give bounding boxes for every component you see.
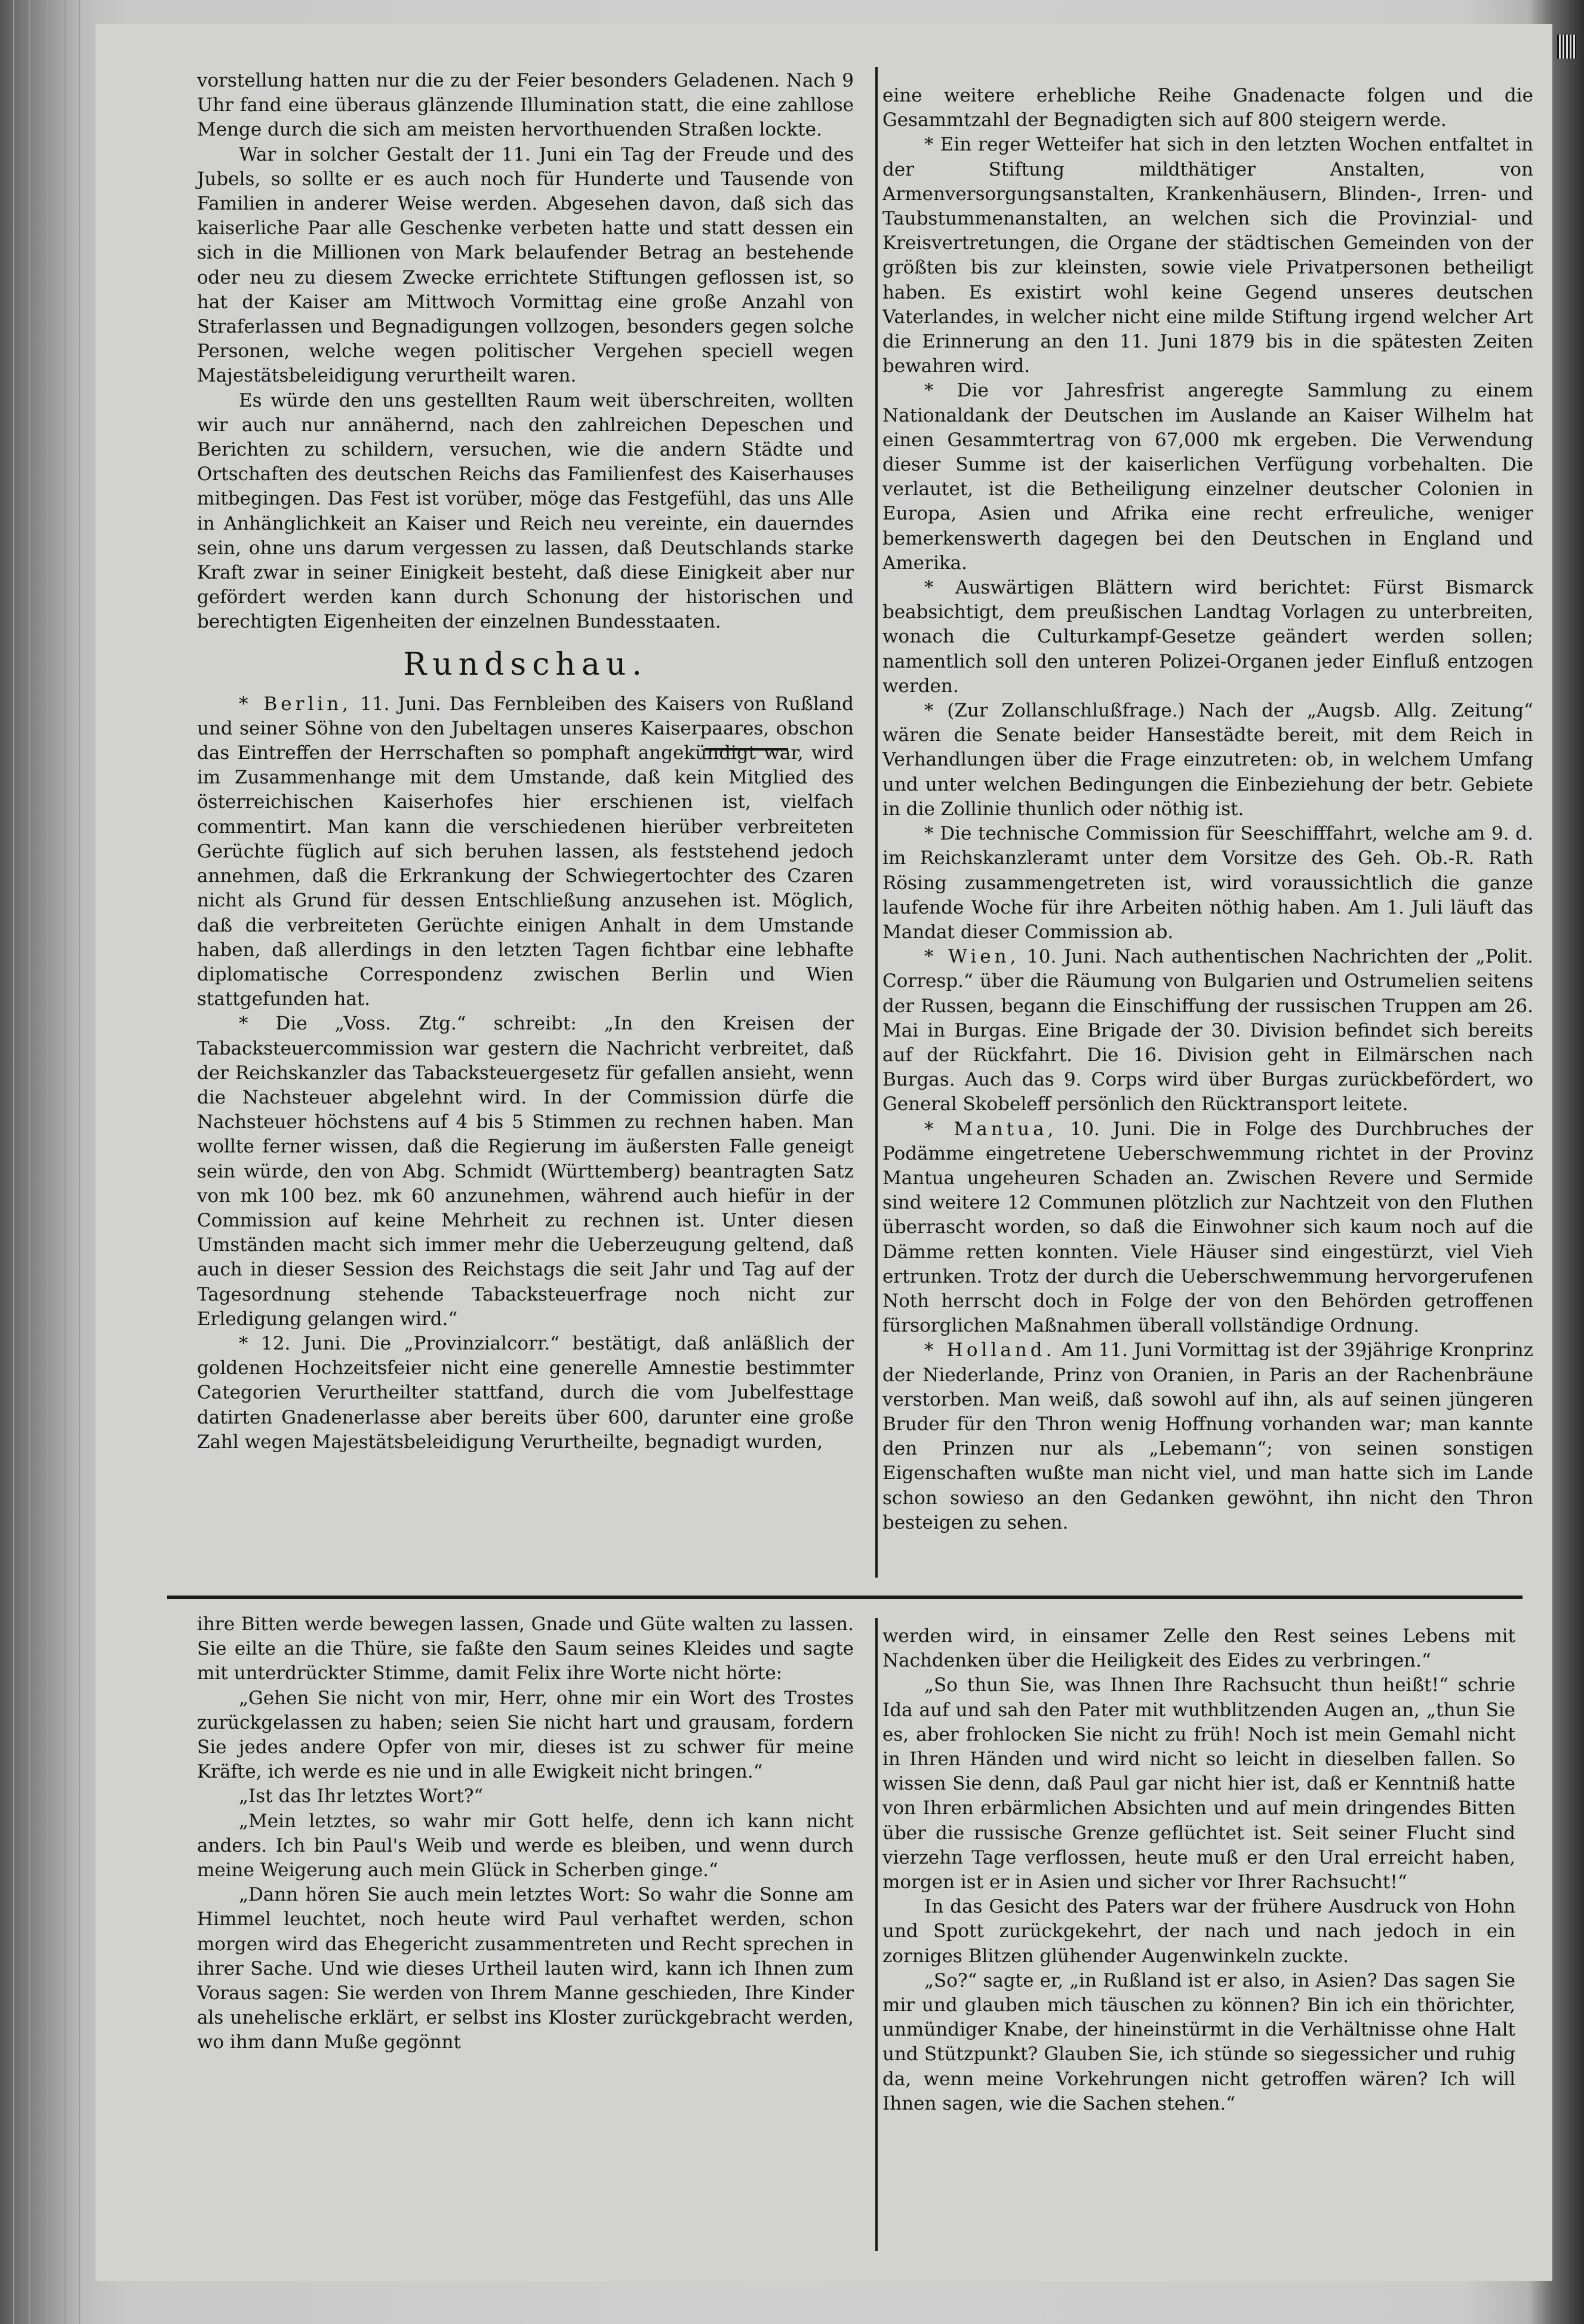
- page-stack-edge: [29, 0, 30, 2324]
- news-item: [882, 822, 1533, 945]
- feuilleton-paragraph: [882, 1895, 1515, 1969]
- paragraph-text: „Gehen Sie nicht von mir, Herr, ohne mir ein Wort des Trostes zurückgelassen zu haben; seien Sie nicht hart und grausam, fordern Sie jedes andere Opfer von mir, dieses ist zu schwer für meine Kräfte, ich werde es nie und in alle Ewigkeit nicht bringen.“: [197, 1687, 854, 1783]
- article-paragraph: [197, 389, 854, 635]
- dateline: * Wien,: [924, 946, 1020, 968]
- column-lower-right: [882, 1624, 1515, 2116]
- feuilleton-paragraph: [197, 1612, 854, 1686]
- paragraph-text: In das Gesicht des Paters war der frühere Ausdruck von Hohn und Spott zurückgekehrt, der nach und nach jedoch in ein zorniges Blitzen glühender Augenwinkeln zuckte.: [882, 1896, 1515, 1967]
- paragraph-text: werden wird, in einsamer Zelle den Rest seines Lebens mit Nachdenken über die Heiligkeit des Eides zu verbringen.“: [882, 1625, 1515, 1672]
- paragraph-text: * (Zur Zollanschlußfrage.) Nach der „Augsb. Allg. Zeitung“ wären die Senate beider Hansestädte bereit, mit dem Reich in Verhandlungen über die Frage einzutreten: ob, in welchem Umfang und unter welchen Bedingungen die Einbeziehung der betr. Gebiete in die Zollinie thunlich oder nöthig ist.: [882, 700, 1533, 820]
- paragraph-text: „So thun Sie, was Ihnen Ihre Rachsucht thun heißt!“ schrie Ida auf und sah den Pater mit wuthblitzenden Augen an, „thun Sie es, aber frohlocken Sie nicht zu früh! Noch ist mein Gemahl nicht in Ihren Händen und wird nicht so leicht in dieselben fallen. So wissen Sie denn, daß Paul gar nicht hier ist, daß er Kenntniß hatte von Ihren erbärmlichen Absichten und auf mein dringendes Bitten über die russische Grenze geflüchtet ist. Seit seiner Flucht sind vierzehn Tage verflossen, heute muß er den Ural erreicht haben, morgen ist er in Asien und sicher vor Ihrer Rachsucht!“: [882, 1674, 1515, 1893]
- dateline: * Holland.: [924, 1339, 1056, 1361]
- news-item: [882, 84, 1533, 133]
- article-paragraph: [197, 69, 854, 143]
- paragraph-text: * Die „Voss. Ztg.“ schreibt: „In den Kreisen der Tabacksteuercommission war gestern die Nachricht verbreitet, daß der Reichskanzler das Tabacksteuergesetz für gefallen ansieht, wenn die Nachsteuer abgelehnt wird. In der Commission dürfe die Nachsteuer höchstens auf 4 bis 5 Stimmen zu rechnen haben. Man wollte ferner wissen, daß die Regierung im äußersten Falle geneigt sein würde, den von Abg. Schmidt (Württemberg) beantragten Satz von mk 100 bez. mk 60 anzunehmen, während auch hiefür in der Commission auf keine Mehrheit zu rechnen ist. Unter diesen Umständen macht sich immer mehr die Ueberzeugung geltend, daß auch in dieser Session des Reichstags die seit Jahr und Tag auf der Tagesordnung stehende Tabacksteuerfrage noch nicht zur Erledigung gelangen wird.“: [197, 1013, 854, 1330]
- news-item: [197, 1332, 854, 1455]
- page-tab-marker: [1557, 35, 1576, 59]
- article-paragraph: [197, 143, 854, 389]
- paragraph-text: 11. Juni. Das Fernbleiben des Kaisers von Rußland und seiner Söhne von den Jubeltagen unseres Kaiserpaares, obschon das Eintreffen der Herrschaften so pomphaft angekündigt war, wird im Zusammenhange mit dem Umstande, daß kein Mitglied des österreichischen Kaiserhofes hier erschienen ist, vielfach commentirt. Man kann die verschiedenen hierüber verbreiteten Gerüchte füglich auf sich beruhen lassen, als feststehend jedoch annehmen, daß die Erkrankung der Schwiegertochter des Czaren nicht als Grund für dessen Entschließung anzusehen ist. Möglich, daß die verbreiteten Gerüchte einigen Anhalt in dem Umstande haben, daß allerdings in den letzten Tagen fichtbar eine lebhafte diplomatische Correspondenz zwischen Berlin und Wien stattgefunden hat.: [197, 693, 854, 1010]
- paragraph-text: 10. Juni. Die in Folge des Durchbruches der Podämme eingetretene Ueberschwemmung richtet in der Provinz Mantua ungeheuren Schaden an. Zwischen Revere und Sermide sind weitere 12 Communen plötzlich zur Nachtzeit von den Fluthen überrascht worden, so daß die Einwohner sich kaum noch auf die Dämme retten konnten. Viele Häuser sind eingestürzt, viel Vieh ertrunken. Trotz der durch die Ueberschwemmung hervorgerufenen Noth herrscht doch in Folge der von den Behörden getroffenen fürsorglichen Maßnahmen überall vollständige Ordnung.: [882, 1118, 1533, 1337]
- feuilleton-paragraph: [197, 1686, 854, 1785]
- paragraph-text: ihre Bitten werde bewegen lassen, Gnade und Güte walten zu lassen. Sie eilte an die Thüre, sie faßte den Saum seines Kleides und sagte mit unterdrückter Stimme, damit Felix ihre Worte nicht hörte:: [197, 1613, 854, 1684]
- feuilleton-paragraph: [197, 1784, 854, 1809]
- page-stack-edge: [47, 0, 48, 2324]
- paragraph-text: vorstellung hatten nur die zu der Feier besonders Geladenen. Nach 9 Uhr fand eine überaus glänzende Illumination statt, die eine zahllose Menge durch die sich am meisten hervorthuenden Straßen lockte.: [197, 70, 854, 141]
- news-item: [882, 945, 1533, 1117]
- page-stack-edge: [79, 0, 80, 2324]
- news-item: [197, 1012, 854, 1332]
- column-lower-left: [197, 1612, 854, 2055]
- section-heading-rundschau: Rundschau.: [403, 646, 648, 683]
- feuilleton-paragraph: [882, 1624, 1515, 1673]
- feuilleton-paragraph: [882, 1969, 1515, 2116]
- paragraph-text: * 12. Juni. Die „Provinzialcorr.“ bestätigt, daß anläßlich der goldenen Hochzeitsfeier nicht eine generelle Amnestie bestimmter Categorien Verurtheilter stattfand, durch die vom Jubelfesttage datirten Gnadenerlasse aber bereits über 600, darunter eine große Zahl wegen Majestätsbeleidigung Verurtheilte, begnadigt wurden,: [197, 1332, 854, 1453]
- paragraph-text: „Dann hören Sie auch mein letztes Wort: So wahr die Sonne am Himmel leuchtet, noch heute wird Paul verhaftet werden, schon morgen wird das Ehegericht zusammentreten und Recht sprechen in ihrer Sache. Und wie dieses Urtheil lauten wird, kann ich Ihnen zum Voraus sagen: Sie werden von Ihrem Manne geschieden, Ihre Kinder als unehelische erklärt, er selbst ins Kloster zurückgebracht werden, wo ihm dann Muße gegönnt: [197, 1884, 854, 2054]
- paragraph-text: eine weitere erhebliche Reihe Gnadenacte folgen und die Gesammtzahl der Begnadigten sich auf 800 steigern werde.: [882, 85, 1533, 131]
- paragraph-text: „Ist das Ihr letztes Wort?“: [239, 1785, 484, 1807]
- paragraph-text: * Ein reger Wetteifer hat sich in den letzten Wochen entfaltet in der Stiftung mildthätiger Anstalten, von Armenversorgungsanstalten, Krankenhäusern, Blinden-, Irren- und Taubstummenanstalten, an welchen sich die Provinzial- und Kreisvertretungen, die Organe der städtischen Gemeinden von der größten bis zur kleinsten, sowie viele Privatpersonen betheiligt haben. Es existirt wohl keine Gegend unseres deutschen Vaterlandes, in welcher nicht eine milde Stiftung irgend welcher Art die Erinnerung an den 11. Juni 1879 bis in die spätesten Zeiten bewahren wird.: [882, 134, 1533, 377]
- paragraph-text: Es würde den uns gestellten Raum weit überschreiten, wollten wir auch nur annähernd, nach den zahlreichen Depeschen und Berichten zu schildern, versuchen, wie die andern Städte und Ortschaften des deutschen Reichs das Familienfest des Kaiserhauses mitbegingen. Das Fest ist vorüber, möge das Festgefühl, das uns Alle in Anhänglichkeit an Kaiser und Reich neu vereinte, ein dauerndes sein, ohne uns darum vergessen zu lassen, daß Deutschlands starke Kraft zwar in seiner Einigkeit besteht, daß diese Einigkeit aber nur gefördert werden kann durch Schonung der historischen und berechtigten Eigenheiten der einzelnen Bundesstaaten.: [197, 389, 854, 633]
- feuilleton-paragraph: [197, 1883, 854, 2055]
- paragraph-text: „Mein letztes, so wahr mir Gott helfe, denn ich kann nicht anders. Ich bin Paul's Weib und werde es bleiben, und wenn durch meine Weigerung auch mein Glück in Scherben ginge.“: [197, 1810, 854, 1882]
- page-stack-edge: [13, 0, 14, 2324]
- column-upper-right: [882, 84, 1533, 1535]
- paragraph-text: „So?“ sagte er, „in Rußland ist er also, in Asien? Das sagen Sie mir und glauben mich täuschen zu können? Bin ich ein thörichter, unmündiger Knabe, der hineinstürmt in die Verhältnisse ohne Halt und Stützpunkt? Glauben Sie, ich stünde so siegessicher und ruhig da, wenn meine Vorkehrungen nicht getroffen wären? Ich will Ihnen sagen, wie die Sachen stehen.“: [882, 1969, 1515, 2114]
- paragraph-text: War in solcher Gestalt der 11. Juni ein Tag der Freude und des Jubels, so sollte er es auch noch für Hunderte und Tausende von Familien in anderer Weise werden. Abgesehen davon, daß sich das kaiserliche Paar alle Geschenke verbeten hatte und statt dessen ein sich in die Millionen von Mark belaufender Betrag an bestehende oder neu zu diesem Zwecke errichtete Stiftungen geflossen ist, so hat der Kaiser am Mittwoch Vormittag eine große Anzahl von Straferlassen und Begnadigungen vollzogen, besonders gegen solche Personen, welche wegen politischer Vergehen speciell wegen Majestätsbeleidigung verurtheilt waren.: [197, 143, 854, 387]
- paragraph-text: Am 11. Juni Vormittag ist der 39jährige Kronprinz der Niederlande, Prinz von Oranien, in Paris an der Rachenbräune verstorben. Man weiß, daß sowohl auf ihn, als auf seinen jüngeren Bruder für den Thron wenig Hoffnung vorhanden war; man kannte den Prinzen nur als „Lebemann“; von seinen sonstigen Eigenschaften wußte man nicht viel, und man hatte sich im Lande schon sowieso an den Gedanken gewöhnt, ihn nicht den Thron besteigen zu sehen.: [882, 1339, 1534, 1533]
- news-item: [882, 699, 1533, 822]
- news-item: [882, 1117, 1533, 1339]
- feuilleton-paragraph: [197, 1809, 854, 1883]
- paragraph-text: * Die vor Jahresfrist angeregte Sammlung zu einem Nationaldank der Deutschen im Auslande an Kaiser Wilhelm hat einen Gesammtertrag von 67,000 mk ergeben. Die Verwendung dieser Summe ist der kaiserlichen Verfügung vorbehalten. Die verlautet, ist die Betheiligung einzelner deutscher Colonien in Europa, Asien und Afrika eine recht erfreuliche, weniger bemerkenswerth dagegen bei den Deutschen in England und Amerika.: [882, 380, 1533, 574]
- dateline: * Berlin,: [239, 693, 352, 715]
- column-rule-lower: [875, 1618, 878, 2251]
- news-item: [882, 576, 1533, 699]
- news-item: [882, 1338, 1533, 1535]
- news-item: [882, 133, 1533, 379]
- paragraph-text: * Auswärtigen Blättern wird berichtet: Fürst Bismarck beabsichtigt, dem preußischen Landtag Vorlagen zu unterbreiten, wonach die Culturkampf-Gesetze geändert werden sollen; namentlich soll den unteren Polizei-Organen jeder Einfluß entzogen werden.: [882, 577, 1533, 697]
- column-rule-upper: [875, 67, 878, 1578]
- paragraph-text: * Die technische Commission für Seeschifffahrt, welche am 9. d. im Reichskanzleramt unter dem Vorsitze des Geh. Ob.-R. Rath Rösing zusammengetreten ist, wird voraussichtlich die ganze laufende Woche für ihre Arbeiten nöthig haben. Am 1. Juli läuft das Mandat dieser Commission ab.: [882, 823, 1533, 943]
- news-item: [882, 379, 1533, 576]
- page-stack-edge: [64, 0, 66, 2324]
- paragraph-text: 10. Juni. Nach authentischen Nachrichten der „Polit. Corresp.“ über die Räumung von Bulgarien und Ostrumelien seitens der Russen, begann die Einschiffung der russischen Truppen am 26. Mai in Burgas. Eine Brigade der 30. Division befindet sich bereits auf der Rückfahrt. Die 16. Division geht in Eilmärschen nach Burgas. Auch das 9. Corps wird über Burgas zurückbefördert, wo General Skobeleff persönlich den Rücktransport leitete.: [882, 946, 1533, 1115]
- dateline: * Mantua,: [924, 1118, 1057, 1140]
- news-item: [197, 692, 854, 1012]
- section-separator-rule: [167, 1596, 1523, 1599]
- column-upper-left: [197, 69, 854, 1455]
- feuilleton-paragraph: [882, 1673, 1515, 1895]
